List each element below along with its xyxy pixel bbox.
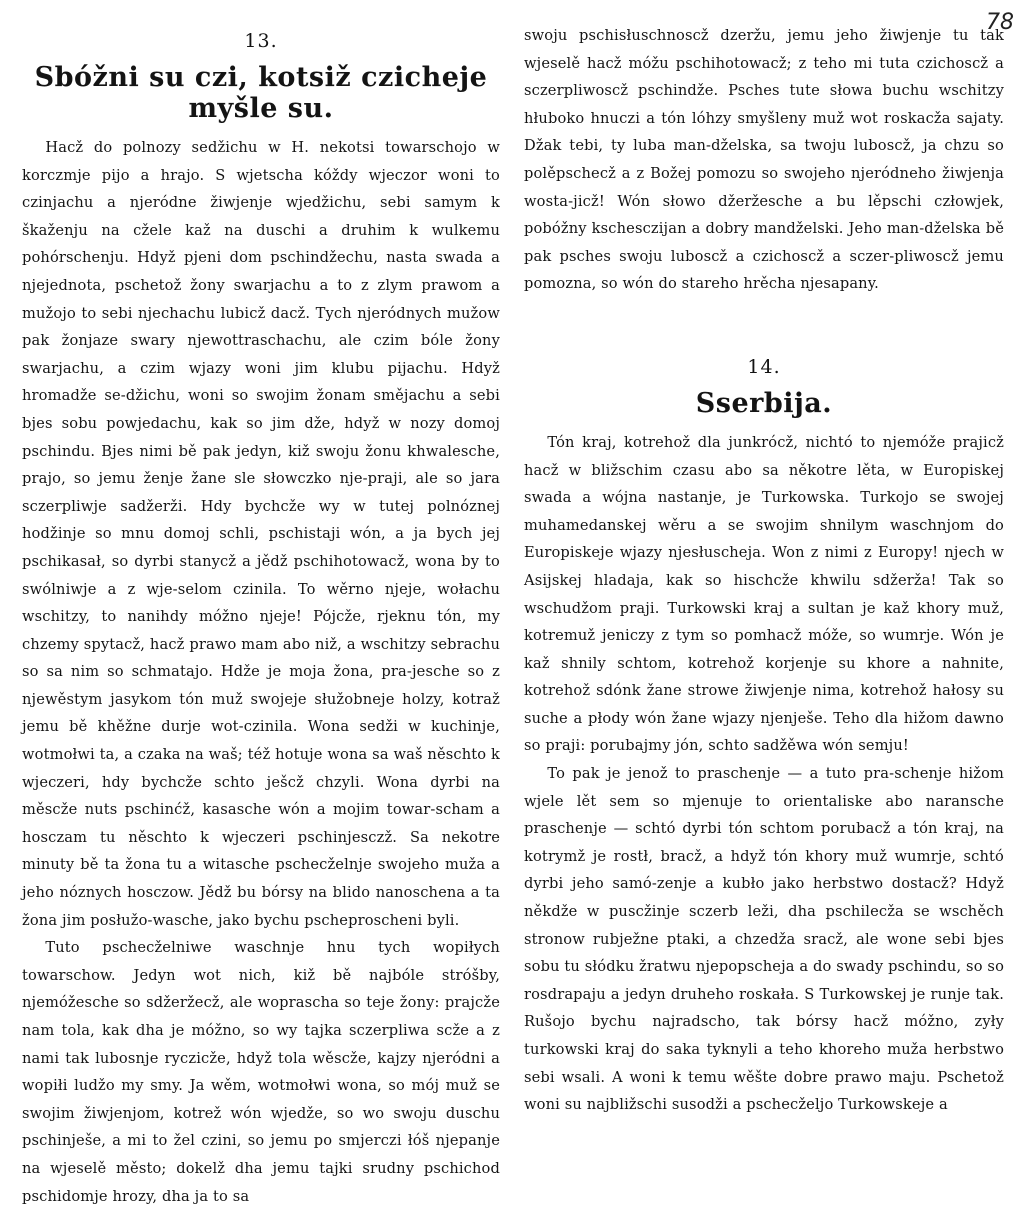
section-14-number: 14. [747,355,781,378]
section-14-title: Sserbija. [695,387,833,419]
section-13-continuation: swoju pschisłuschnoscž dzeržu, jemu jeho žiwjenje tu tak wjeselě hacž móžu pschihotowacž; z teho mi tuta czichoscž a sczerpliwoscž pschindže. Psches tute słowa buchu wschitzy hłuboko hnuczi a tón lóhzy smyšleny muž wot roskacža sajaty. Džak tebi, ty luba man-dželska, sa twoju luboscž, ja chzu so polěpschecž a z Božej pomozu so swojeho njeródneho žiwjenja wosta-jicž! Wón słowo džeržesche a bu lěpschi człowjek, pobóžny kschesczijan a dobry mandželski. Jeho man-dželska bě pak psches swoju luboscž a czichoscž a sczer-pliwoscž jemu pomozna, so wón do stareho hrěcha njesapany. [524,27,1004,293]
section-13-paragraph-1: Hacž do polnozy sedžichu w H. nekotsi towarschojo w korczmje pijo a hrajo. S wjetscha kóždy wjeczor woni to czinjachu a njeródne žiwjenje wjedžichu, sebi samym k škaženju na cžele kaž na duschi a druhim k wulkemu pohórschenju. Hdyž pjeni dom pschindžechu, nasta swada a njejednota, pschetož žony swarjachu a to z zlym prawom a mužojo to sebi njechachu lubicž dacž. Tych njeródnych mužow pak žonjaze swary njewottraschachu, ale czim bóle žony swarjachu, a czim wjazy woni jim klubu pijachu. Hdyž hromadže se-džichu, woni so swojim žonam smějachu a sebi bjes sobu powjedachu, kak so jim dže, hdyž w nozy domoj pschindu. Bjes nimi bě pak jedyn, kiž swoju žonu khwalesche, prajo, so jemu ženje žane sle słowczko nje-praji, ale so jara sczerpliwje sadžerži. Hdy bychcže wy w tutej polnóznej hodžinje so mnu domoj schli, pschistaji wón, a ja bych jej pschikasał, so dyrbi stanycž a jědž pschihotowacž, wona by to swólniwje a z wje-selom czinila. To wěrno njeje, wołachu wschitzy, to nanihdy móžno njeje! Pójcže, rjeknu tón, my chzemy spytacž, hacž prawo mam abo niž, a wschitzy sebrachu so sa nim so schmatajo. Hdže je moja žona, pra-jesche so z njewěstym jasykom tón muž swojeje słužobneje holzy, kotraž jemu bě khěžne durje wot-czinila. Wona sedži w kuchinje, wotmołwi ta, a czaka na waš; též hotuje wona sa waš něschto k wjeczeri, hdy bychcže schto ješcž chzyli. Wona dyrbi na měscže nuts pschinćž, kasasche wón a mojim towar-scham a hosczam tu něschto k wjeczeri pschinjesczž. Sa nekotre minuty bě ta žona tu a witasche pschecželnje swojeho muža a jeho nóznych hosczow. Jědž bu bórsy na blido nanoschena a ta žona jim posłužo-wasche, jako bychu pscheproscheni byli. [22,139,500,929]
section-13-number: 13. [244,30,278,52]
left-column [0,0,512,1210]
section-13-paragraph-2: Tuto pschecželniwe waschnje hnu tych wopiłych towarschow. Jedyn wot nich, kiž bě najbóle stróšby, njemóžesche so sdžeržecž, ale woprascha so teje žony: prajcže nam tola, kak dha je móžno, so wy tajka sczerpliwa scže a z nami tak lubosnje ryczicže, hdyž tola wěscže, kajzy njeródni a wopiłi ludžo my smy. Ja wěm, wotmołwi wona, so mój muž se swojim žiwjenjom, kotrež wón wjedže, so wo swoju duschu pschinješe, a mi to žel czini, so jemu po smjerczi łóš njepanje na wjeselě město; dokelž dha jemu tajki srudny pschichod pschidomje hrozy, dha ja to sa [22,939,500,1205]
right-column [512,0,1024,1119]
section-14-paragraph-2: To pak je jenož to praschenje — a tuto pra-schenje hižom wjele lět sem so mjenuje to orientaliske abo naranschе praschenje — schtó dyrbi tón schtom porubacž a tón kraj, na kotrymž je rostł, bracž, a hdyž tón khory muž wumrje, schtó dyrbi jeho samó-zenje a kubło jako herbstwo dostacž? Hdyž někdže w puscžinje sczerb leži, dha pschilecža se wschěch stronow rubježne ptaki, a chzedža sracž, ale wone sebi bjes sobu tu słódku žratwu njepopscheja a do swady pschindu, so so rosdrapaju a jedyn druheho roskała. S Turkowskej je runje tak. Rušojo bychu najradscho, tak bórsy hacž móžno, zyły turkowski kraj do saka tyknyli a teho khoreho muža herbstwo sebi wsali. A woni k temu wěšte dobre prawo maju. Pschetož woni su najbližschi susodži a pschecželjo Turkowskeje a [524,765,1004,1114]
handwritten-page-note: 78 [986,10,1014,35]
section-14-paragraph-1: Tón kraj, kotrehož dla junkrócž, nichtó to njemóže prajicž hacž w bližschim czasu abo sa někotre lěta, w Europiskej swada a wójna nastanje, je Turkowska. Turkojo se swojej muhamedanskej wěru a se swojim shnilym waschnjom do Europiskeje wjazy njesłuscheja. Won z nimi z Europy! njech w Asijskej hladaja, kak so hischcže khwilu sdžerža! Tak so wschudžom praji. Turkowski kraj a sultan je kaž khory muž, kotremuž jeniczy z tym so pomhacž móže, so wumrje. Wón je kaž shnily schtom, kotrehož korjenje su khore a nahnite, kotrehož sdónk žane strowe žiwjenje nima, kotrehož hałosy su suche a płody wón žane wjazy njenješe. Teho dla hižom dawno so praji: porubajmy jón, schto sadžěwa wón semju! [524,433,1004,755]
section-13-title: Sbóžni su czi, kotsiž czicheje myšle su. [34,62,488,124]
